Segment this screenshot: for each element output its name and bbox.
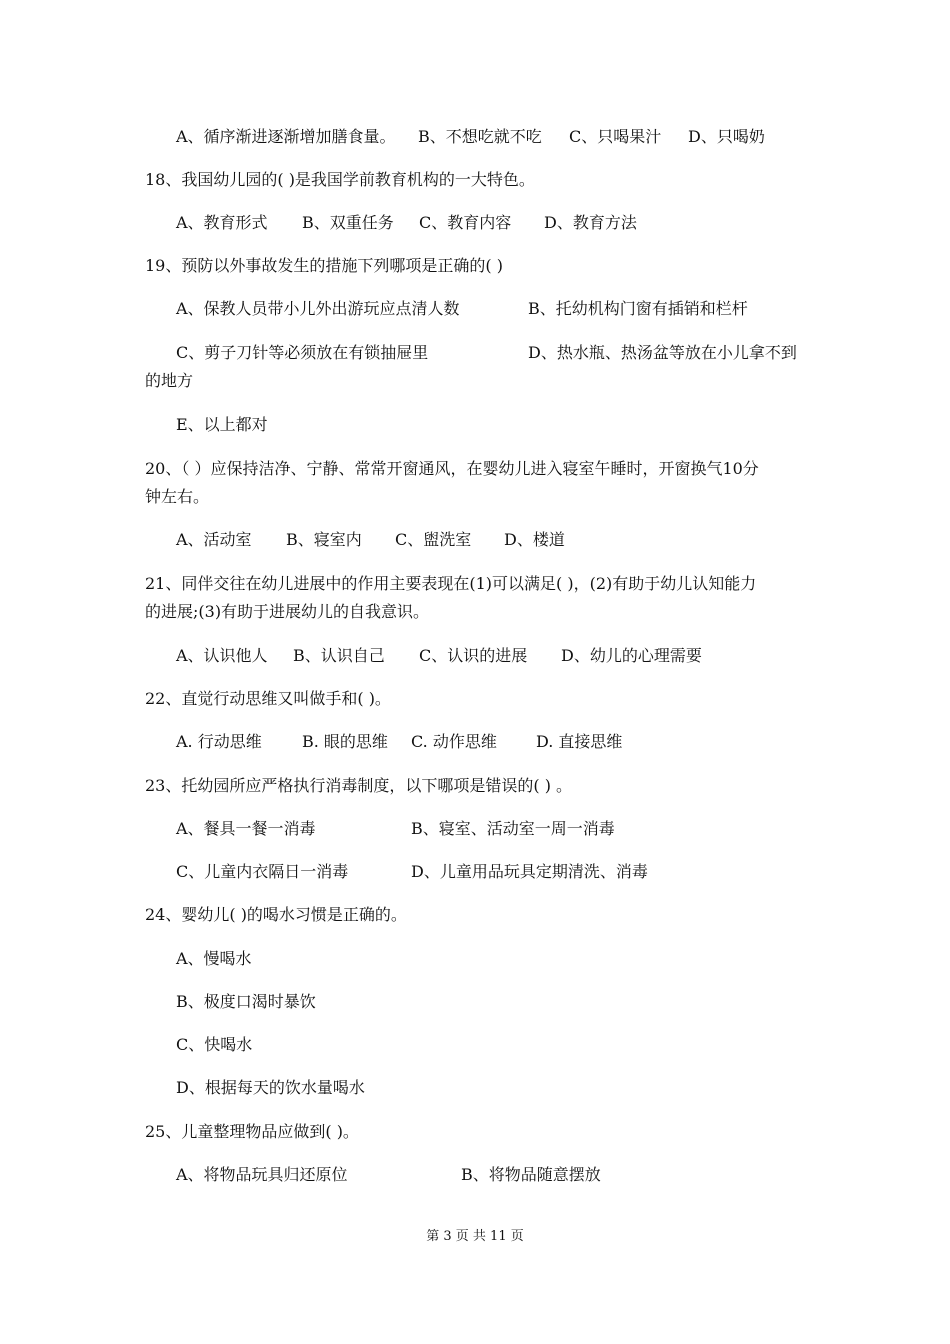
question-21: 21、同伴交往在幼儿进展中的作用主要表现在(1)可以满足( )，(2)有助于幼儿认知能力 [145,574,757,593]
question-24: 24、婴幼儿( )的喝水习惯是正确的。 [145,905,407,924]
option-a: A、餐具一餐一消毒 [176,819,316,838]
option-a: A、认识他人 [176,646,268,665]
option-a: A. 行动思维 [176,732,262,751]
option-c: C、只喝果汁 [569,127,662,146]
option-d: D、幼儿的心理需要 [561,646,702,665]
option-c: C、教育内容 [419,213,512,232]
question-20-continuation: 钟左右。 [145,487,210,506]
option-d: D、教育方法 [544,213,637,232]
option-e: E、以上都对 [176,415,268,434]
question-21-continuation: 的进展;(3)有助于进展幼儿的自我意识。 [145,602,430,621]
question-25: 25、儿童整理物品应做到( )。 [145,1122,359,1141]
option-d: D、热水瓶、热汤盆等放在小儿拿不到 [528,343,797,362]
option-d: D、儿童用品玩具定期清洗、消毒 [411,862,648,881]
question-20: 20、（ ）应保持洁净、宁静、常常开窗通风，在婴幼儿进入寝室午睡时，开窗换气10分 [145,459,759,478]
page-footer: 第 3 页 共 11 页 [426,1229,524,1244]
option-b: B、托幼机构门窗有插销和栏杆 [528,299,748,318]
option-c: C、认识的进展 [419,646,528,665]
option-c: C、盥洗室 [395,530,472,549]
q19-option-d-continuation: 的地方 [145,371,194,390]
question-22: 22、直觉行动思维又叫做手和( )。 [145,689,391,708]
question-18: 18、我国幼儿园的( )是我国学前教育机构的一大特色。 [145,170,535,189]
option-a: A、慢喝水 [176,949,252,968]
option-c: C. 动作思维 [411,732,497,751]
option-b: B、认识自己 [293,646,385,665]
option-a: A、循序渐进逐渐增加膳食量。 [176,127,396,146]
option-a: A、教育形式 [176,213,268,232]
option-b: B、寝室内 [286,530,362,549]
option-c: C、快喝水 [176,1035,253,1054]
option-b: B、极度口渴时暴饮 [176,992,316,1011]
option-b: B、寝室、活动室一周一消毒 [411,819,615,838]
option-d: D、只喝奶 [688,127,765,146]
option-c: C、剪子刀针等必须放在有锁抽屉里 [176,343,429,362]
option-a: A、保教人员带小儿外出游玩应点清人数 [176,299,460,318]
question-23: 23、托幼园所应严格执行消毒制度，以下哪项是错误的( ) 。 [145,776,573,795]
option-d: D、根据每天的饮水量喝水 [176,1078,365,1097]
option-b: B. 眼的思维 [302,732,388,751]
option-a: A、活动室 [176,530,252,549]
option-b: B、双重任务 [302,213,394,232]
option-d: D、楼道 [504,530,565,549]
option-b: B、不想吃就不吃 [418,127,542,146]
option-d: D. 直接思维 [536,732,623,751]
option-c: C、儿童内衣隔日一消毒 [176,862,349,881]
option-b: B、将物品随意摆放 [461,1165,601,1184]
question-19: 19、预防以外事故发生的措施下列哪项是正确的( ) [145,256,503,275]
option-a: A、将物品玩具归还原位 [176,1165,348,1184]
